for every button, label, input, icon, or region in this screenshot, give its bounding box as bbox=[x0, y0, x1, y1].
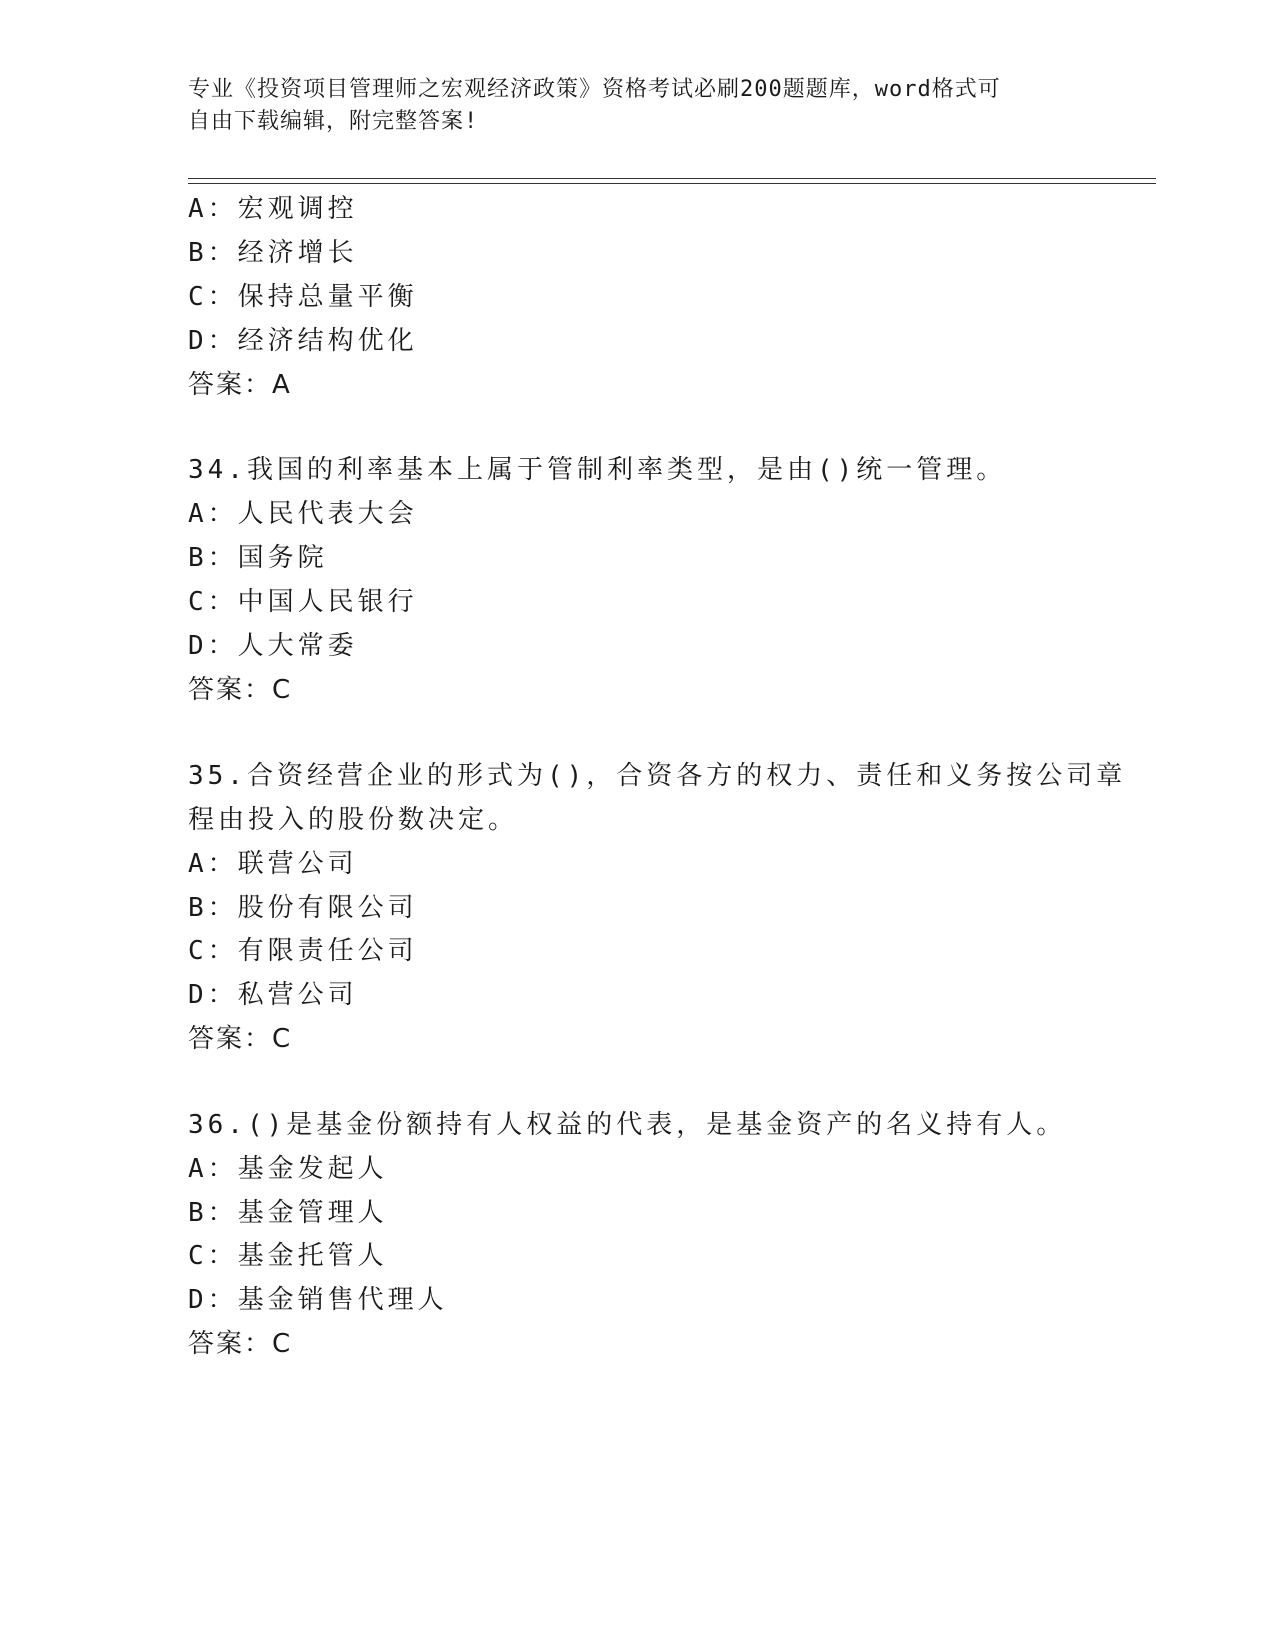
q36-option-a: A：基金发起人 bbox=[188, 1154, 388, 1184]
q34-option-d: D：人大常委 bbox=[188, 631, 358, 661]
q33-option-a: A：宏观调控 bbox=[188, 194, 358, 224]
header-line-2: 自由下载编辑，附完整答案! bbox=[188, 109, 479, 134]
q34-option-a: A：人民代表大会 bbox=[188, 499, 418, 529]
q33-option-d: D：经济结构优化 bbox=[188, 326, 418, 356]
q34-question: 34.我国的利率基本上属于管制利率类型，是由()统一管理。 bbox=[188, 455, 1007, 485]
q35-question-line-1: 35.合资经营企业的形式为()，合资各方的权力、责任和义务按公司章 bbox=[188, 761, 1127, 791]
q35-option-d: D：私营公司 bbox=[188, 980, 358, 1010]
q33-option-c: C：保持总量平衡 bbox=[188, 282, 418, 312]
q36-option-b: B：基金管理人 bbox=[188, 1198, 388, 1228]
header-divider-top bbox=[188, 178, 1156, 179]
q33-option-b: B：经济增长 bbox=[188, 238, 358, 268]
q34-option-b: B：国务院 bbox=[188, 543, 328, 573]
q33-answer: 答案：A bbox=[188, 370, 292, 400]
q35-question-line-2: 程由投入的股份数决定。 bbox=[188, 805, 519, 835]
q35-option-c: C：有限责任公司 bbox=[188, 936, 418, 966]
q35-answer: 答案：C bbox=[188, 1024, 293, 1054]
q34-option-c: C：中国人民银行 bbox=[188, 587, 418, 617]
header-line-1: 专业《投资项目管理师之宏观经济政策》资格考试必刷200题题库，word格式可 bbox=[188, 77, 1001, 102]
q34-answer: 答案：C bbox=[188, 675, 293, 705]
q35-option-a: A：联营公司 bbox=[188, 849, 358, 879]
q36-option-d: D：基金销售代理人 bbox=[188, 1285, 448, 1315]
document-header bbox=[188, 74, 1088, 138]
q36-option-c: C：基金托管人 bbox=[188, 1241, 388, 1271]
q36-question: 36.()是基金份额持有人权益的代表，是基金资产的名义持有人。 bbox=[188, 1110, 1067, 1140]
q35-option-b: B：股份有限公司 bbox=[188, 893, 418, 923]
q36-answer: 答案：C bbox=[188, 1329, 293, 1359]
header-divider-bottom bbox=[188, 183, 1156, 184]
